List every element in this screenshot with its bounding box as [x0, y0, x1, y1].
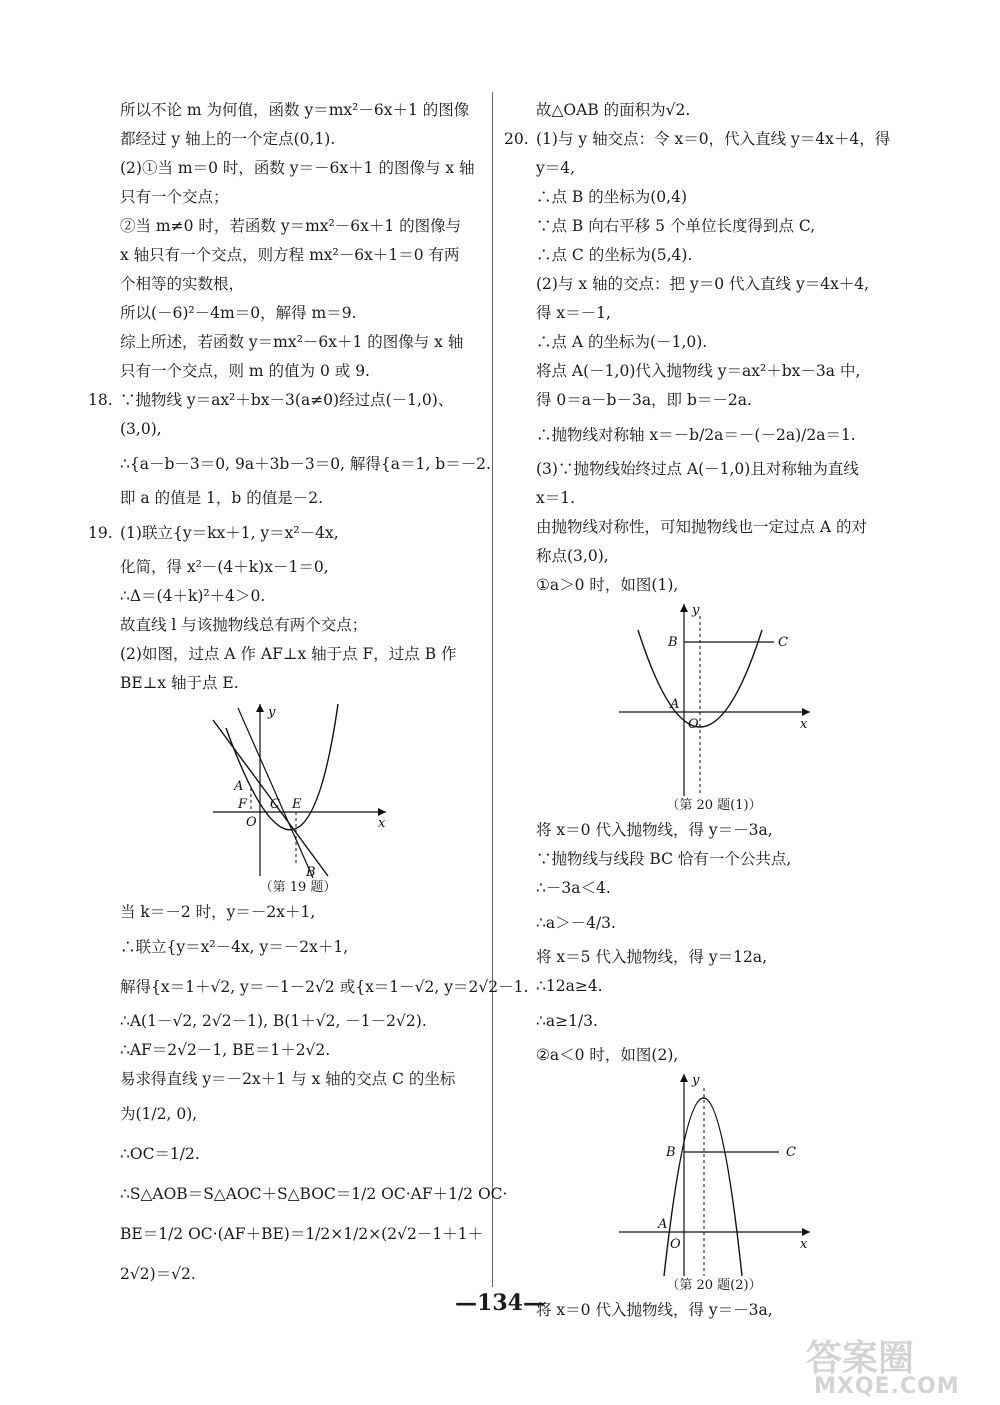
- text-line: ∴{a－b－3＝0, 9a＋3b－3＝0, 解得{a＝1, b＝－2.: [120, 455, 491, 473]
- text-line: 即 a 的值是 1，b 的值是－2.: [120, 489, 324, 507]
- fig19-label-x: x: [378, 816, 386, 831]
- text-line: ∴抛物线对称轴 x＝－b/2a＝－(－2a)/2a＝1.: [536, 426, 856, 444]
- text-line: 得 0＝a－b－3a，即 b＝－2a.: [536, 391, 752, 409]
- text-line: ∴12a≥4.: [536, 977, 603, 995]
- text-line: (2)如图，过点 A 作 AF⊥x 轴于点 F，过点 B 作: [120, 645, 457, 663]
- text-line: BE⊥x 轴于点 E.: [120, 674, 239, 692]
- fig20-2-label-y: y: [692, 1073, 700, 1088]
- text-line: 称点(3,0),: [536, 547, 609, 565]
- text-line: (2)①当 m＝0 时，函数 y＝－6x＋1 的图像与 x 轴: [120, 159, 475, 177]
- text-line: ∴OC＝1/2.: [120, 1145, 200, 1163]
- right-column: [504, 96, 909, 1325]
- fig20-2-label-c: C: [786, 1145, 796, 1160]
- watermark-logo: [792, 1330, 992, 1402]
- text-line: 为(1/2, 0),: [120, 1105, 198, 1123]
- text-line: ∴－3a＜4.: [536, 879, 611, 897]
- fig20-2-label-a: A: [658, 1217, 668, 1232]
- text-line: ∴联立{y＝x²－4x, y＝－2x＋1,: [120, 938, 349, 956]
- text-line: 解得{x＝1＋√2, y＝－1－2√2 或{x＝1－√2, y＝2√2－1.: [120, 978, 529, 996]
- fig20-2-label-b: B: [666, 1145, 676, 1160]
- fig19-label-c: C: [270, 797, 280, 812]
- text-line: (1)联立{y＝kx＋1, y＝x²－4x,: [120, 524, 339, 542]
- column-divider: [492, 92, 493, 1287]
- text-line: 化简，得 x²－(4＋k)x－1＝0,: [120, 558, 329, 576]
- text-line: 得 x＝－1,: [536, 304, 611, 322]
- text-line: 故△OAB 的面积为√2.: [536, 101, 691, 119]
- figure-20-1: [614, 600, 814, 816]
- fig19-label-e: E: [292, 797, 302, 812]
- fig20-1-label-c: C: [778, 635, 788, 650]
- fig20-2-label-o: O: [670, 1237, 681, 1252]
- question-number-19: 19.: [88, 524, 113, 542]
- text-line: 易求得直线 y＝－2x＋1 与 x 轴的交点 C 的坐标: [120, 1070, 456, 1088]
- text-line: y＝4,: [536, 159, 576, 177]
- left-column: [88, 96, 529, 1294]
- text-line: x 轴只有一个交点，则方程 mx²－6x＋1＝0 有两: [120, 246, 460, 264]
- text-line: (3,0),: [120, 420, 162, 438]
- watermark-cn: 答案圈: [806, 1338, 915, 1379]
- text-line: ②a＜0 时，如图(2),: [536, 1046, 679, 1064]
- figure-20-1-caption: （第 20 题(1)）: [666, 798, 762, 813]
- fig19-label-o: O: [246, 815, 257, 830]
- text-line: 将 x＝5 代入抛物线，得 y＝12a,: [536, 948, 768, 966]
- text-line: ∵抛物线与线段 BC 恰有一个公共点,: [536, 850, 792, 868]
- text-line: (3)∵抛物线始终过点 A(－1,0)且对称轴为直线: [536, 460, 859, 478]
- text-line: ∴a＞－4/3.: [536, 914, 616, 932]
- text-line: x＝1.: [536, 489, 576, 507]
- text-line: ∴点 A 的坐标为(－1,0).: [536, 333, 708, 351]
- text-line: (1)与 y 轴交点：令 x＝0，代入直线 y＝4x＋4，得: [536, 130, 891, 148]
- figure-19-caption: （第 19 题）: [259, 880, 337, 895]
- figure-20-2: [614, 1070, 814, 1296]
- watermark-en: MXQE.COM: [814, 1374, 960, 1399]
- fig20-1-label-o: O: [688, 717, 699, 732]
- figure-20-2-graph: [614, 1070, 814, 1276]
- text-line: 只有一个交点；: [120, 188, 229, 206]
- text-line: 都经过 y 轴上的一个定点(0,1).: [120, 130, 336, 148]
- fig19-label-b: B: [306, 865, 316, 878]
- text-line: ②当 m≠0 时，若函数 y＝mx²－6x＋1 的图像与: [120, 217, 462, 235]
- question-number-20: 20.: [504, 130, 529, 148]
- text-line: 由抛物线对称性，可知抛物线也一定过点 A 的对: [536, 518, 868, 536]
- figure-19-graph: [208, 698, 388, 878]
- text-line: 故直线 l 与该抛物线总有两个交点；: [120, 616, 368, 634]
- figure-20-2-caption: （第 20 题(2)）: [666, 1278, 762, 1293]
- text-line: ∴a≥1/3.: [536, 1012, 598, 1030]
- fig19-label-f: F: [238, 797, 248, 812]
- text-line: 将 x＝0 代入抛物线，得 y＝－3a,: [536, 1301, 773, 1319]
- fig19-label-y: y: [268, 705, 276, 720]
- fig20-2-label-x: x: [800, 1237, 808, 1252]
- text-line: ∴AF＝2√2－1, BE＝1＋2√2.: [120, 1041, 331, 1059]
- page-number: —134—: [455, 1290, 545, 1316]
- text-line: 2√2)＝√2.: [120, 1265, 196, 1283]
- text-line: 所以不论 m 为何值，函数 y＝mx²－6x＋1 的图像: [120, 101, 470, 119]
- text-line: ∴A(1－√2, 2√2－1), B(1＋√2, －1－2√2).: [120, 1012, 427, 1030]
- text-line: 所以(－6)²－4m＝0，解得 m＝9.: [120, 304, 357, 322]
- text-line: ∴S△AOB＝S△AOC＋S△BOC＝1/2 OC·AF＋1/2 OC·: [120, 1185, 508, 1203]
- text-line: 将 x＝0 代入抛物线，得 y＝－3a,: [536, 821, 773, 839]
- text-line: ①a＞0 时，如图(1),: [536, 576, 679, 594]
- text-line: 只有一个交点，则 m 的值为 0 或 9.: [120, 362, 370, 380]
- figure-19: [208, 698, 388, 898]
- fig19-label-a: A: [234, 779, 244, 794]
- fig20-1-label-x: x: [800, 717, 808, 732]
- figure-20-1-graph: [614, 600, 814, 796]
- question-number-18: 18.: [88, 391, 113, 409]
- text-line: ∵点 B 向右平移 5 个单位长度得到点 C,: [536, 217, 816, 235]
- text-line: BE＝1/2 OC·(AF＋BE)＝1/2×1/2×(2√2－1＋1＋: [120, 1225, 484, 1243]
- text-line: ∴点 B 的坐标为(0,4): [536, 188, 687, 206]
- text-line: ∴Δ＝(4＋k)²＋4＞0.: [120, 587, 266, 605]
- text-line: 将点 A(－1,0)代入抛物线 y＝ax²＋bx－3a 中,: [536, 362, 861, 380]
- text-line: ∵抛物线 y＝ax²＋bx－3(a≠0)经过点(－1,0)、: [120, 391, 454, 409]
- fig20-1-label-b: B: [668, 635, 678, 650]
- text-line: 综上所述，若函数 y＝mx²－6x＋1 的图像与 x 轴: [120, 333, 464, 351]
- fig20-1-label-a: A: [670, 697, 680, 712]
- text-line: 当 k＝－2 时，y＝－2x＋1,: [120, 903, 316, 921]
- text-line: 个相等的实数根，: [120, 275, 245, 293]
- fig20-1-label-y: y: [692, 603, 700, 618]
- text-line: ∴点 C 的坐标为(5,4).: [536, 246, 693, 264]
- text-line: (2)与 x 轴的交点：把 y＝0 代入直线 y＝4x＋4,: [536, 275, 870, 293]
